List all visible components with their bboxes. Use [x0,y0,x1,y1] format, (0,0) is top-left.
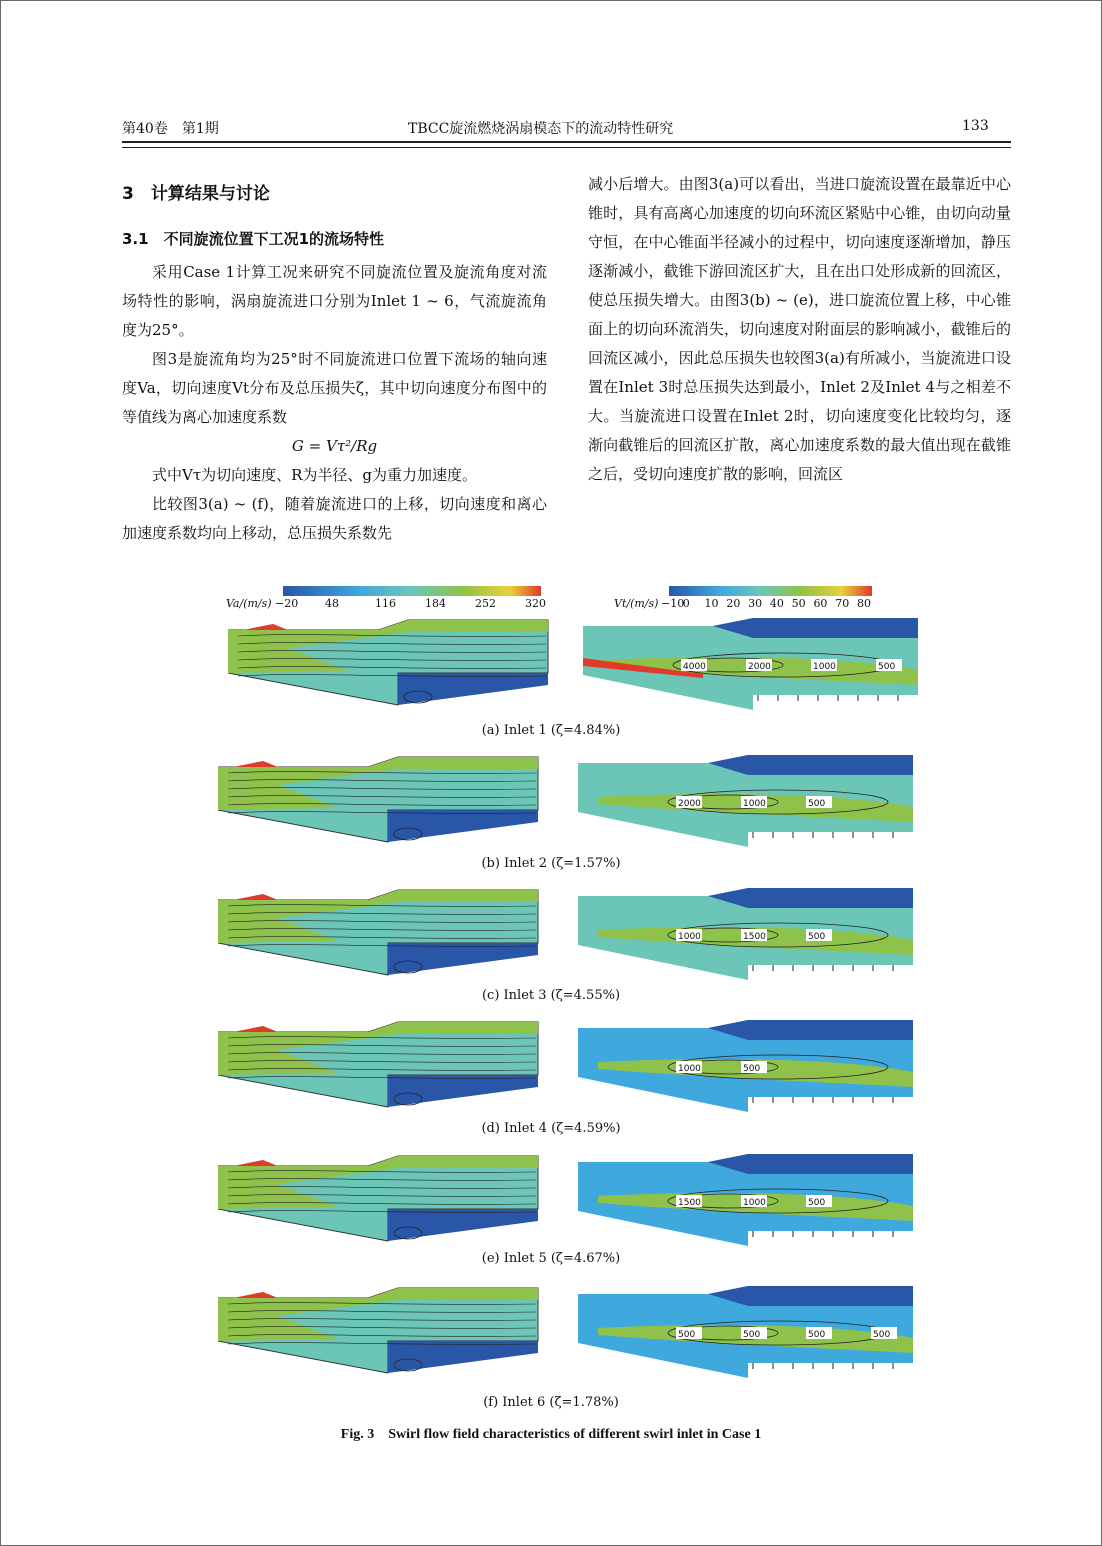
contour-label: 1500 [743,932,766,942]
colorbar-tick-label: −20 [275,597,299,610]
colorbar-tick-label: 252 [475,597,496,610]
contour-label: 1000 [743,799,766,809]
left-column [122,180,547,548]
contour-label: 2000 [678,799,701,809]
contour-label: 500 [808,799,826,809]
colorbar-tick-label: 20 [726,597,741,610]
section-heading: 3 计算结果与讨论 [122,184,270,204]
colorbar-tick-label: 80 [857,597,871,610]
tangential-velocity-panel [578,1286,913,1387]
panel-caption: (a) Inlet 1 (ζ=4.84%) [481,723,621,738]
contour-label: 500 [873,1330,891,1340]
colorbar-tick-label: 10 [704,597,719,610]
colorbar-tick-label: 70 [835,597,850,610]
contour-label: 1000 [813,662,836,672]
contour-label: 500 [808,1198,826,1208]
colorbar-tick-label: −10 [661,597,685,610]
paragraph: 比较图3(a) ~ (f)，随着旋流进口的上移，切向速度和离心加速度系数均向上移动，总压损失系数先 [122,495,547,542]
tangential-velocity-panel [578,1154,913,1255]
axial-velocity-panel [218,888,548,987]
right-column [588,170,1011,489]
equation: G = Vτ²/Rg [291,437,378,455]
running-title: TBCC旋流燃烧涡扇模态下的流动特性研究 [408,121,674,137]
colorbar-tick-label: 50 [791,597,806,610]
tangential-velocity-panel [578,1020,913,1121]
header-rule [122,141,1011,143]
panel-caption: (c) Inlet 3 (ζ=4.55%) [481,988,621,1003]
page-number: 133 [962,118,989,134]
colorbar-tick-label: 116 [375,597,396,610]
panel-caption: (b) Inlet 2 (ζ=1.57%) [481,856,621,871]
paragraph: 图3是旋流角均为25°时不同旋流进口位置下流场的轴向速度Va，切向速度Vt分布及总压损失ζ，其中切向速度分布图中的等值线为离心加速度系数 [122,350,547,426]
contour-label: 2000 [748,662,771,672]
tangential-velocity-panel [578,755,913,856]
colorbar-tick-label: 184 [425,597,446,610]
journal-volume: 第40卷 第1期 [122,121,219,137]
tangential-velocity-panel [583,618,918,719]
colorbar-tick-label: 48 [325,597,339,610]
paragraph: 减小后增大。由图3(a)可以看出，当进口旋流设置在最靠近中心锥时，具有高离心加速度的切向环流区紧贴中心锥，由切向动量守恒，在中心锥面半径减小的过程中，切向速度逐渐增加，静压逐渐减小，截锥下游回流区扩大，且在出口处形成新的回流区，使总压损失增大。由图3(b) ~ (e)，进口旋流位置上移，中心锥面上的切向环流消失，切向速度对附面层的影响减小，截锥后的回流区减小，因此总压损失也较图3(a)有所减小，当旋流进口设置在Inlet 3时总压损失达到最小，Inlet 2及Inlet 4与之相差不大。当旋流进口设置在Inlet 2时，切向速度变化比较均匀，逐渐向截锥后的回流区扩散，离心加速度系数的最大值出现在截锥之后，受切向速度扩散的影响，回流区 [588,175,1011,483]
contour-label: 1000 [743,1198,766,1208]
contour-label: 1500 [678,1198,701,1208]
contour-label: 500 [808,1330,826,1340]
tangential-colorbar-label: Vt/(m/s) [614,597,659,610]
colorbar-tick-label: 0 [682,597,690,610]
axial-velocity-panel [218,1286,548,1385]
colorbar-tick-label: 30 [748,597,763,610]
contour-label: 500 [678,1330,696,1340]
axial-colorbar [283,583,541,602]
panel-caption: (f) Inlet 6 (ζ=1.78%) [483,1395,619,1410]
axial-velocity-panel [218,1154,548,1253]
paragraph: 式中Vτ为切向速度、R为半径、g为重力加速度。 [152,466,478,484]
contour-label: 1000 [678,932,701,942]
contour-label: 4000 [683,662,706,672]
colorbar-tick-label: 40 [769,597,784,610]
subsection-heading: 3.1 不同旋流位置下工况1的流场特性 [122,230,385,248]
contour-label: 500 [808,932,826,942]
contour-label: 500 [743,1330,761,1340]
axial-colorbar-gradient [283,586,541,598]
paragraph: 采用Case 1计算工况来研究不同旋流位置及旋流角度对流场特性的影响，涡扇旋流进口分别为Inlet 1 ~ 6，气流旋流角度为25°。 [122,263,547,339]
axial-colorbar-label: Va/(m/s) [226,597,272,610]
colorbar-tick-label: 60 [813,597,828,610]
figure-caption: Fig. 3 Swirl flow field characteristics of different swirl inlet in Case 1 [340,1427,762,1442]
header-rule-thin [122,147,1011,148]
contour-label: 500 [878,662,896,672]
axial-velocity-panel [228,618,558,717]
panel-caption: (e) Inlet 5 (ζ=4.67%) [481,1251,621,1266]
contour-label: 500 [743,1064,761,1074]
colorbar-tick-label: 320 [525,597,546,610]
axial-velocity-panel [218,1020,548,1119]
tangential-velocity-panel [578,888,913,989]
axial-velocity-panel [218,755,548,854]
panel-caption: (d) Inlet 4 (ζ=4.59%) [481,1121,621,1136]
contour-label: 1000 [678,1064,701,1074]
